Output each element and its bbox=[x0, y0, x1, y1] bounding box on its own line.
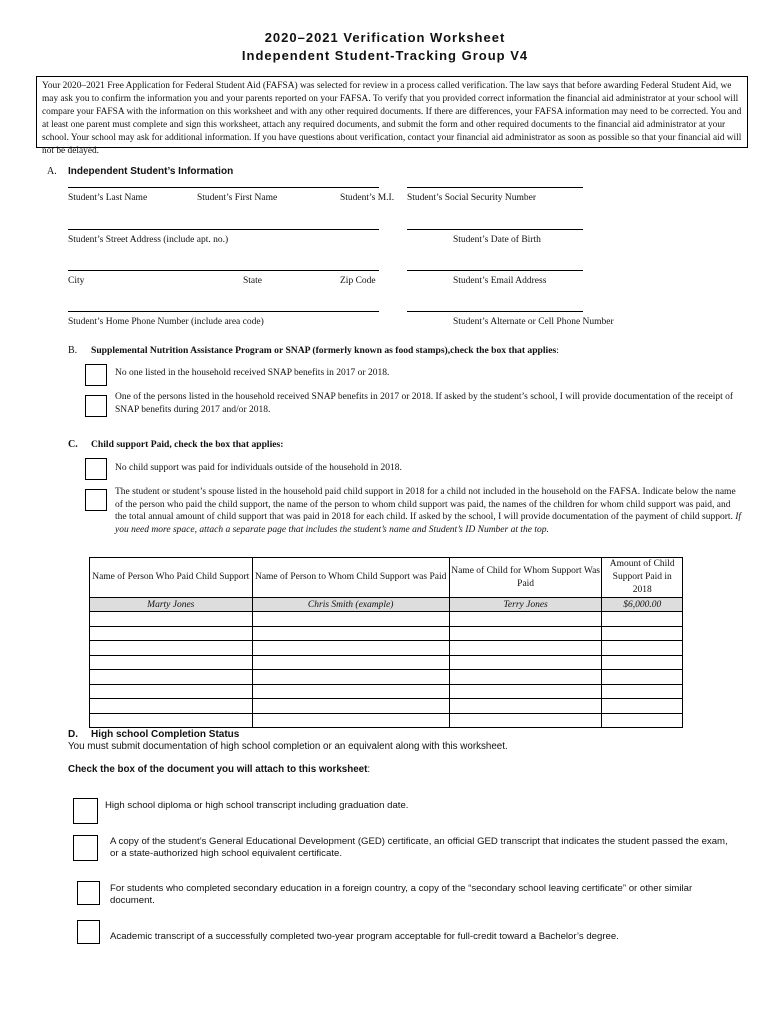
table-cell[interactable] bbox=[449, 612, 602, 627]
city-label: City bbox=[68, 276, 85, 286]
intro-text-box: Your 2020–2021 Free Application for Federal Student Aid (FAFSA) was selected for review in a process called verification. The law says that before awarding Federal Student Aid, we may ask you to confirm the information you and your parents reported on your FAFSA. To verify that you provided correct information the financial aid administrator at your school will compare your FAFSA with the information on this worksheet and with any other required documents. If there are differences, your FAFSA information may need to be corrected. You and at least one parent must complete and sign this worksheet, attach any required documents, and submit the form and other required documents to the financial aid administrator at your school. Your school may ask for additional information. If you have questions about verification, contact your financial aid administrator as soon as possible so that your financial aid will not be delayed. bbox=[36, 76, 748, 148]
table-cell[interactable] bbox=[602, 612, 683, 627]
section-d-colon: : bbox=[367, 764, 371, 775]
snap-none-checkbox[interactable] bbox=[85, 364, 107, 386]
section-d-check-row bbox=[68, 764, 370, 775]
dob-label: Student’s Date of Birth bbox=[453, 235, 541, 245]
example-child: Terry Jones bbox=[449, 598, 602, 612]
table-row bbox=[90, 713, 683, 728]
table-cell[interactable] bbox=[252, 684, 449, 699]
cell-phone-field-line[interactable] bbox=[407, 311, 583, 312]
child-support-none-label: No child support was paid for individuals outside of the household in 2018. bbox=[115, 463, 402, 473]
section-b-title-row bbox=[91, 345, 559, 356]
child-support-table bbox=[89, 557, 683, 728]
table-row bbox=[90, 684, 683, 699]
page-title: 2020–2021 Verification Worksheet bbox=[264, 30, 506, 45]
dob-field-line[interactable] bbox=[407, 229, 583, 230]
foreign-certificate-label: For students who completed secondary education in a foreign country, a copy of the “secondary school leaving certificate” or other similar document. bbox=[110, 883, 693, 906]
section-a-letter: A. bbox=[47, 166, 57, 177]
snap-received-label: One of the persons listed in the household received SNAP benefits in 2017 or 2018. If asked by the student’s school, I will provide documentation of the receipt of SNAP benefits during 2017 and/or 2018. bbox=[115, 392, 734, 415]
table-cell[interactable] bbox=[90, 612, 253, 627]
ged-checkbox[interactable] bbox=[73, 835, 98, 861]
table-cell[interactable] bbox=[449, 699, 602, 714]
two-year-transcript-checkbox[interactable] bbox=[77, 920, 100, 944]
snap-none-label: No one listed in the household received SNAP benefits in 2017 or 2018. bbox=[115, 368, 390, 378]
table-cell[interactable] bbox=[252, 641, 449, 656]
diploma-label: High school diploma or high school transcript including graduation date. bbox=[105, 800, 409, 811]
table-example-row bbox=[90, 598, 683, 612]
table-cell[interactable] bbox=[90, 655, 253, 670]
section-b-letter: B. bbox=[68, 345, 78, 356]
home-phone-label: Student’s Home Phone Number (include area code) bbox=[68, 317, 264, 327]
child-support-none-checkbox[interactable] bbox=[85, 458, 107, 480]
example-amount: $6,000.00 bbox=[602, 598, 683, 612]
table-cell[interactable] bbox=[602, 699, 683, 714]
section-d-check-label: Check the box of the document you will attach to this worksheet bbox=[68, 764, 368, 775]
city-state-zip-field-line[interactable] bbox=[68, 270, 379, 271]
section-d-letter: D. bbox=[68, 729, 78, 740]
table-row bbox=[90, 612, 683, 627]
table-cell[interactable] bbox=[449, 626, 602, 641]
table-cell[interactable] bbox=[90, 641, 253, 656]
table-cell[interactable] bbox=[90, 699, 253, 714]
table-cell[interactable] bbox=[252, 670, 449, 685]
table-cell[interactable] bbox=[602, 626, 683, 641]
table-cell[interactable] bbox=[252, 612, 449, 627]
last-name-label: Student’s Last Name bbox=[68, 193, 148, 203]
street-label: Student’s Street Address (include apt. no.) bbox=[68, 235, 229, 245]
email-label: Student’s Email Address bbox=[453, 276, 547, 286]
table-row bbox=[90, 670, 683, 685]
table-header-row bbox=[90, 558, 683, 598]
section-b-title: Supplemental Nutrition Assistance Program or SNAP (formerly known as food stamps),check the box that applies bbox=[91, 345, 557, 356]
col-header-recipient: Name of Person to Whom Child Support was Paid bbox=[252, 558, 449, 598]
table-cell[interactable] bbox=[252, 626, 449, 641]
table-cell[interactable] bbox=[602, 670, 683, 685]
example-payer: Marty Jones bbox=[90, 598, 253, 612]
table-cell[interactable] bbox=[252, 655, 449, 670]
foreign-certificate-checkbox[interactable] bbox=[77, 881, 100, 905]
section-c-letter: C. bbox=[68, 439, 78, 450]
table-cell[interactable] bbox=[449, 684, 602, 699]
snap-received-checkbox[interactable] bbox=[85, 395, 107, 417]
table-row bbox=[90, 641, 683, 656]
table-cell[interactable] bbox=[602, 641, 683, 656]
table-cell[interactable] bbox=[90, 626, 253, 641]
mi-label: Student’s M.I. bbox=[340, 193, 395, 203]
table-cell[interactable] bbox=[449, 670, 602, 685]
table-cell[interactable] bbox=[90, 713, 253, 728]
zip-label: Zip Code bbox=[340, 276, 376, 286]
col-header-child: Name of Child for Whom Support Was Paid bbox=[449, 558, 602, 598]
child-support-paid-label bbox=[115, 486, 743, 536]
table-cell[interactable] bbox=[602, 655, 683, 670]
section-c-title: Child support Paid, check the box that applies: bbox=[91, 439, 284, 450]
cell-phone-label: Student’s Alternate or Cell Phone Number bbox=[453, 317, 614, 327]
child-support-paid-note: If you need more space, attach a separate page that includes the student’s name and Student’s ID Number at the top. bbox=[115, 512, 742, 535]
table-cell[interactable] bbox=[449, 655, 602, 670]
col-header-amount: Amount of Child Support Paid in 2018 bbox=[602, 558, 683, 598]
state-label: State bbox=[243, 276, 262, 286]
ssn-field-line[interactable] bbox=[407, 187, 583, 188]
table-cell[interactable] bbox=[449, 641, 602, 656]
table-row bbox=[90, 699, 683, 714]
page-subtitle: Independent Student-Tracking Group V4 bbox=[241, 48, 529, 63]
section-a-title: Independent Student’s Information bbox=[68, 166, 234, 177]
table-cell[interactable] bbox=[90, 684, 253, 699]
section-d-title: High school Completion Status bbox=[91, 729, 240, 740]
table-cell[interactable] bbox=[252, 713, 449, 728]
home-phone-field-line[interactable] bbox=[68, 311, 379, 312]
table-cell[interactable] bbox=[602, 713, 683, 728]
child-support-paid-text: The student or student’s spouse listed in the household paid child support in 2018 for a child not included in the household on the FAFSA. Indicate below the name of the person who paid the child support, the name of the person to whom child support was paid, the names of the children for whom child support was paid, and the total annual amount of child support that was paid in 2018 for each child. If asked by the school, I will provide documentation of the payment of child support. bbox=[115, 487, 736, 522]
diploma-checkbox[interactable] bbox=[73, 798, 98, 824]
ged-label: A copy of the student’s General Educational Development (GED) certificate, an official GED transcript that indicates the student passed the exam, or a state-authorized high school equivalent certificate. bbox=[110, 836, 728, 859]
two-year-transcript-label: Academic transcript of a successfully completed two-year program acceptable for full-credit toward a Bachelor’s degree. bbox=[110, 931, 619, 942]
example-recipient: Chris Smith (example) bbox=[252, 598, 449, 612]
table-row bbox=[90, 655, 683, 670]
first-name-label: Student’s First Name bbox=[197, 193, 278, 203]
name-field-line[interactable] bbox=[68, 187, 379, 188]
table-cell[interactable] bbox=[602, 684, 683, 699]
table-cell[interactable] bbox=[90, 670, 253, 685]
table-cell[interactable] bbox=[252, 699, 449, 714]
email-field-line[interactable] bbox=[407, 270, 583, 271]
section-d-instruction: You must submit documentation of high school completion or an equivalent along with this worksheet. bbox=[68, 741, 508, 752]
table-cell[interactable] bbox=[449, 713, 602, 728]
col-header-payer: Name of Person Who Paid Child Support bbox=[90, 558, 253, 598]
street-field-line[interactable] bbox=[68, 229, 379, 230]
table-row bbox=[90, 626, 683, 641]
child-support-paid-checkbox[interactable] bbox=[85, 489, 107, 511]
section-b-colon: : bbox=[556, 345, 559, 356]
ssn-label: Student’s Social Security Number bbox=[407, 193, 537, 203]
